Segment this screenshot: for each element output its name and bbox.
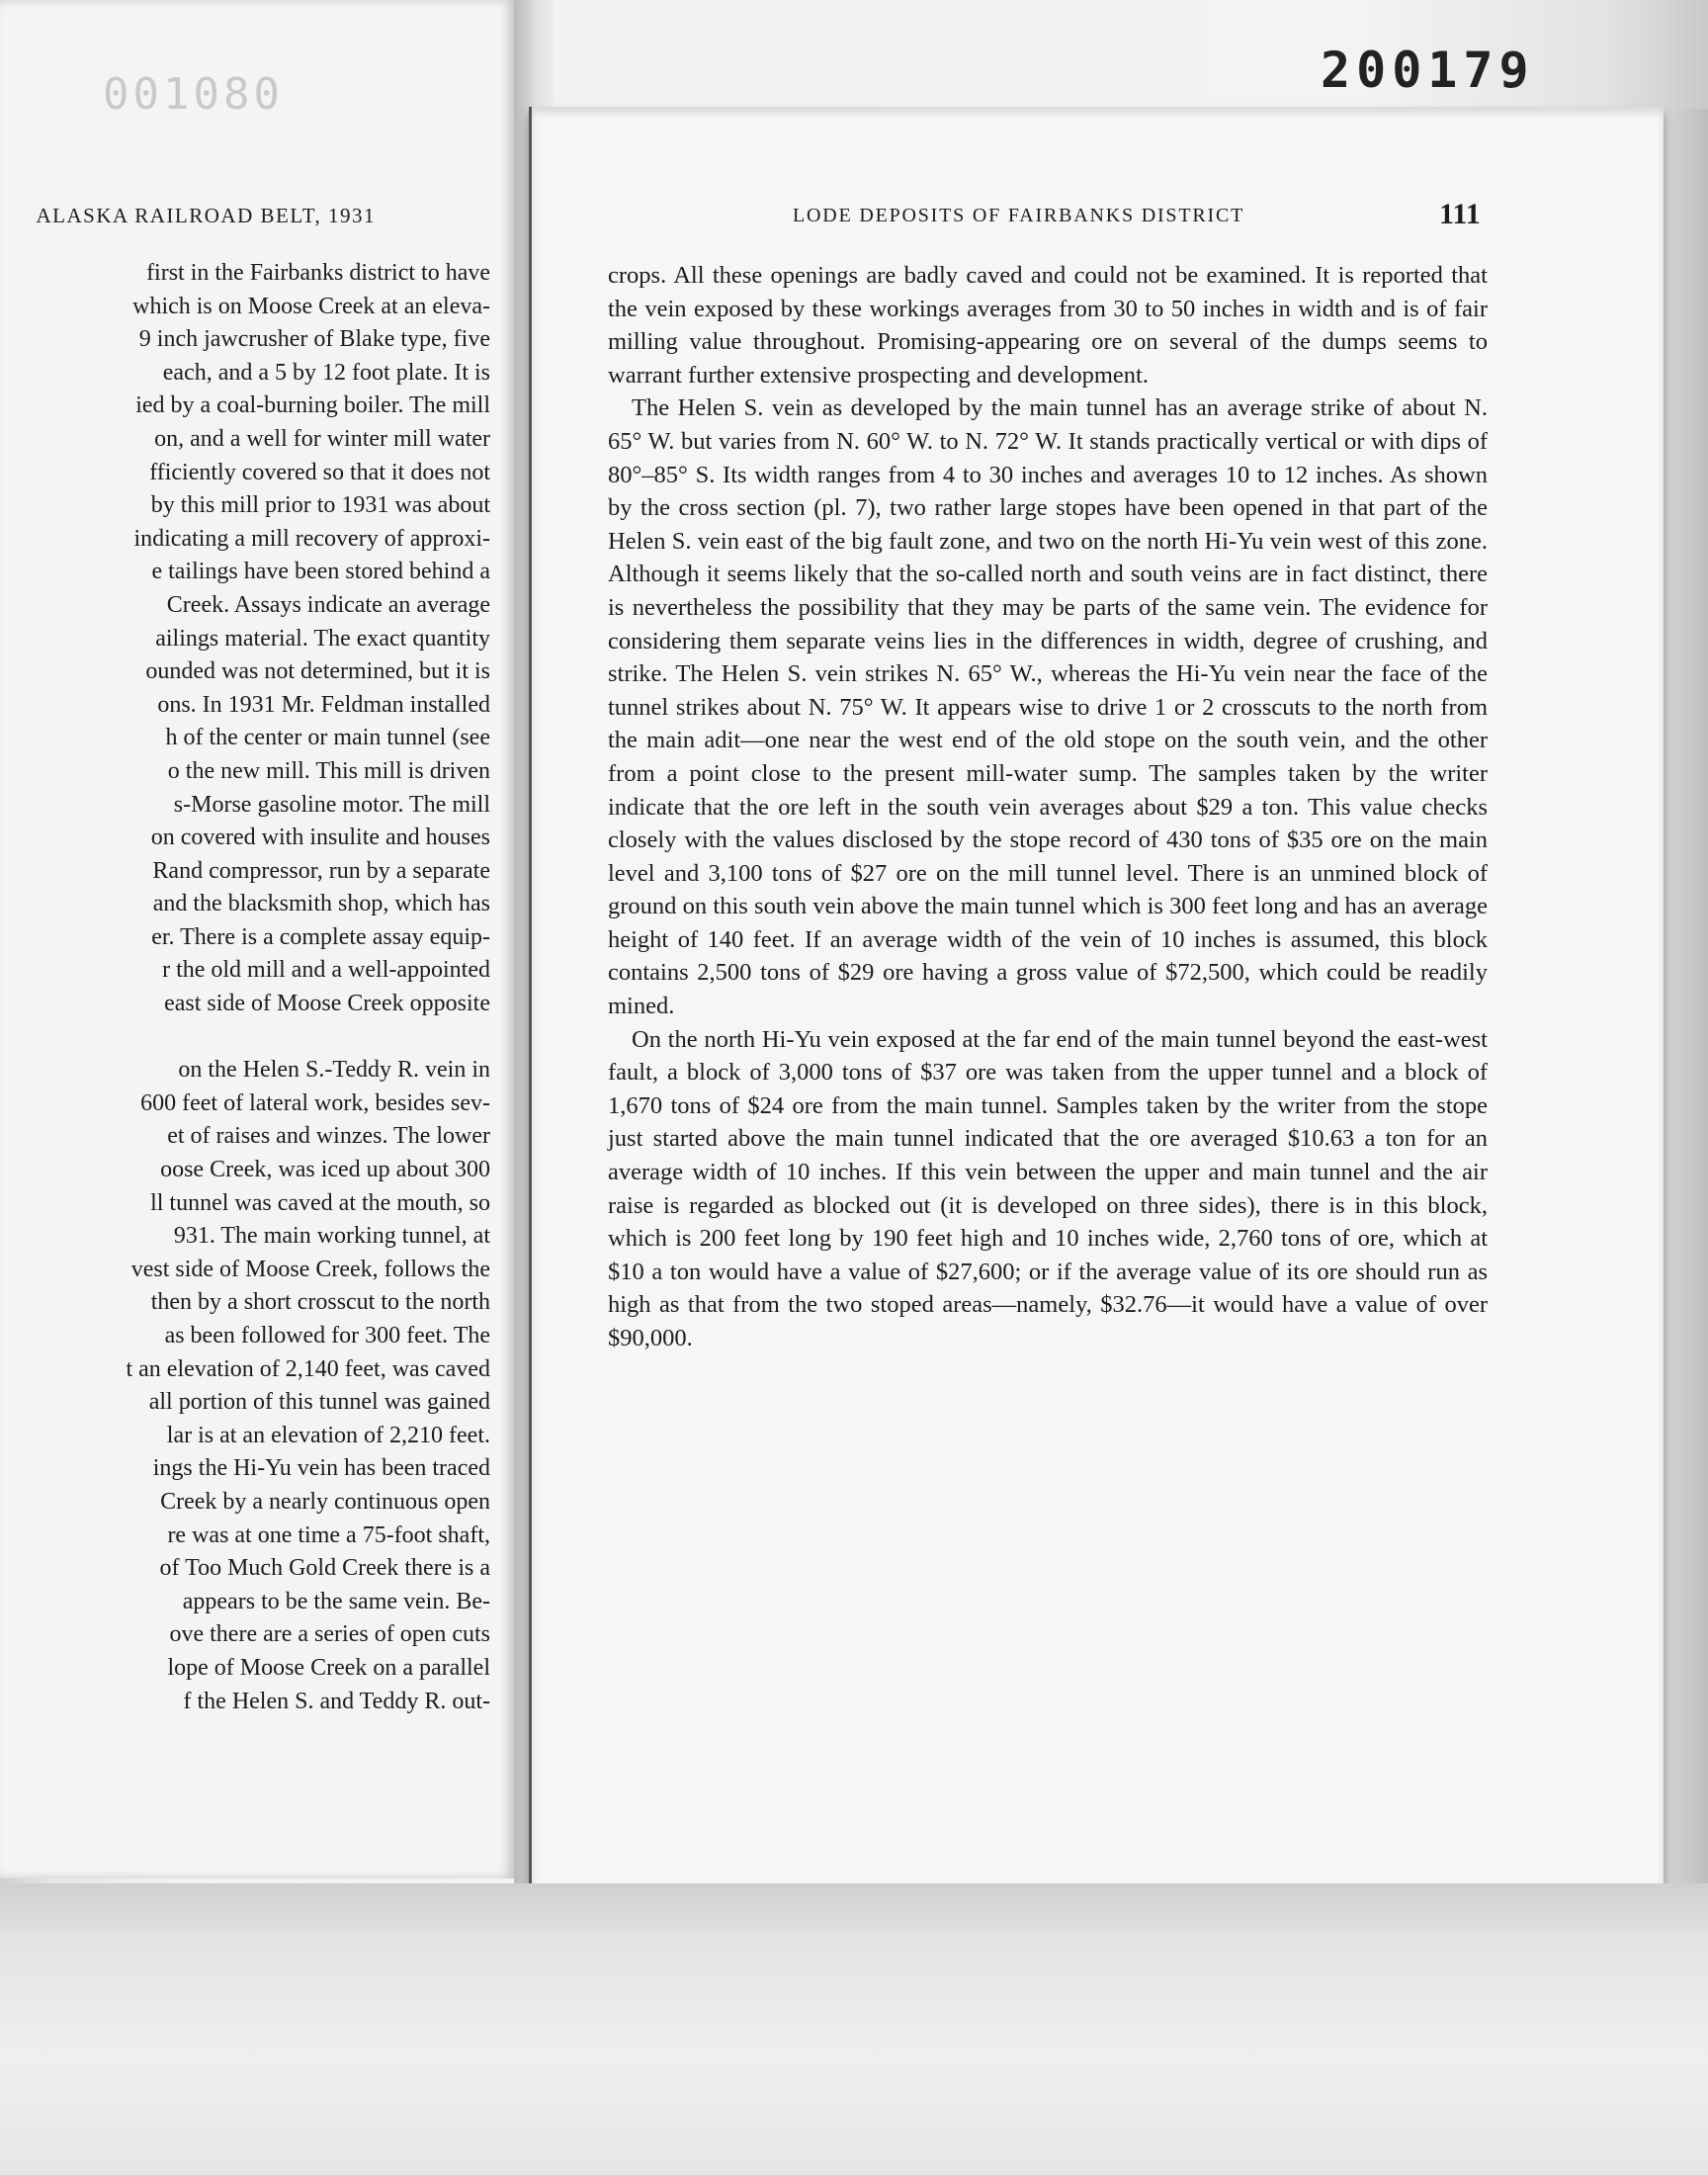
running-head: LODE DEPOSITS OF FAIRBANKS DISTRICT [793, 205, 1245, 226]
left-page-line: by this mill prior to 1931 was about [150, 492, 490, 519]
left-page-line: as been followed for 300 feet. The [164, 1323, 490, 1348]
left-page-line: lope of Moose Creek on a parallel [167, 1654, 490, 1681]
left-page-line: ings the Hi-Yu vein has been traced [152, 1455, 490, 1482]
left-page-line: then by a short crosscut to the north [150, 1289, 490, 1316]
left-page-line: ailings material. The exact quantity [155, 625, 490, 652]
paragraph-helen-s-vein: The Helen S. vein as developed by the main tunnel has an average strike of about N. 65° W. but varies from N. 60° W. to N. 72° W. It stands practically vertical or with dips of 80°–85° S. Its width ranges from 4 to 30 inches and averages 10 to 12 inches. As shown by the cross section (pl. 7), two rather large stopes have been opened in that part of the Helen S. vein east of the big fault zone, and two on the north Hi-Yu vein west of this zone. Although it seems likely that the so-called north and south veins are in fact distinct, there is nevertheless the possibility that they may be parts of the same vein. The evidence for considering them separate veins lies in the differences in width, degree of crushing, and strike. The Helen S. vein strikes N. 65° W., whereas the Hi-Yu vein near the face of the tunnel strikes about N. 75° W. It appears wise to drive 1 or 2 crosscuts to the north from the main adit—one near the west end of the old stope on the south vein, and the other from a point close to the present mill-water sump. The samples taken by the writer indicate that the ore left in the south vein averages about $29 a ton. This value checks closely with the values disclosed by the stope record of 430 tons of $35 ore on the main level and 3,100 tons of $27 ore on the mill tunnel level. There is an unmined block of ground on this south vein above the main tunnel which is 300 feet long and has an average height of 140 feet. If an average width of the vein of 10 inches is assumed, this block contains 2,500 tons of $29 ore having a gross value of $72,500, which could be readily mined. [608, 394, 1488, 1020]
left-page-line: on, and a well for winter mill water [154, 425, 490, 452]
left-page-stamp: 001080 [103, 69, 284, 120]
left-page-line: re was at one time a 75-foot shaft, [167, 1522, 490, 1548]
left-page-line: first in the Fairbanks district to have [146, 260, 490, 286]
page-stamp-number: 200179 [1321, 42, 1535, 99]
left-page-line: indicating a mill recovery of approxi- [133, 525, 490, 552]
left-page-line: ounded was not determined, but it is [145, 658, 490, 685]
left-page-line: oose Creek, was iced up about 300 [160, 1157, 490, 1183]
left-page-line: 931. The main working tunnel, at [173, 1223, 490, 1250]
left-page-line: t an elevation of 2,140 feet, was caved [126, 1355, 490, 1382]
left-page-line: vest side of Moose Creek, follows the [130, 1256, 490, 1282]
left-page-header: ALASKA RAILROAD BELT, 1931 [36, 204, 376, 227]
left-page-line: which is on Moose Creek at an eleva- [132, 293, 490, 319]
left-page-line: fficiently covered so that it does not [149, 459, 490, 485]
left-page-line: each, and a 5 by 12 foot plate. It is [162, 359, 490, 386]
paragraph-continued: crops. All these openings are badly caved and could not be examined. It is reported that the vein exposed by these workings averages from 30 to 50 inches in width and is of fair milling value throughout. Promising-appearing ore on several of the dumps seems to warrant further extensive prospecting and development. [608, 262, 1488, 389]
right-edge-strip [1661, 109, 1708, 2175]
left-page-line: lar is at an elevation of 2,210 feet. [166, 1422, 490, 1448]
left-page-line: er. There is a complete assay equip- [151, 923, 490, 950]
left-page-line: f the Helen S. and Teddy R. out- [183, 1688, 490, 1714]
left-page-line: Rand compressor, run by a separate [152, 857, 490, 884]
left-page-line: ied by a coal-burning boiler. The mill [135, 392, 490, 419]
left-page-line: appears to be the same vein. Be- [182, 1588, 490, 1614]
main-text-body [608, 259, 1488, 1355]
left-page-line: 9 inch jawcrusher of Blake type, five [138, 326, 490, 353]
left-facing-page [0, 0, 514, 1878]
left-page-line: east side of Moose Creek opposite [164, 991, 490, 1017]
left-page-line: ll tunnel was caved at the mouth, so [150, 1189, 490, 1216]
page-folio: 111 [1439, 198, 1481, 230]
left-page-line: et of raises and winzes. The lower [167, 1123, 490, 1150]
left-page-line: on covered with insulite and houses [150, 825, 490, 851]
scan-bottom-margin [0, 1883, 1708, 2175]
left-page-line: o the new mill. This mill is driven [167, 757, 490, 784]
left-page-line: r the old mill and a well-appointed [162, 957, 490, 984]
left-page-line: and the blacksmith shop, which has [152, 891, 490, 917]
left-page-line: s-Morse gasoline motor. The mill [173, 791, 490, 818]
left-page-line: ove there are a series of open cuts [169, 1621, 490, 1648]
left-page-line: all portion of this tunnel was gained [148, 1389, 490, 1416]
paragraph-hi-yu-vein: On the north Hi-Yu vein exposed at the far end of the main tunnel beyond the east-west fault, a block of 3,000 tons of $37 ore was taken from the upper tunnel and a block of 1,670 tons of $24 ore from the main tunnel. Samples taken by the writer from the stope just started above the main tunnel indicated that the ore averaged $10.63 a ton for an average width of 10 inches. If this vein between the upper and main tunnel and the air raise is regarded as blocked out (it is developed on three sides), there is in this block, which is 200 feet long by 190 feet high and 10 inches wide, 2,760 tons of ore, which at $10 a ton would have a value of $27,600; or if the average value of its ore should run as high as that from the two stoped areas—namely, $32.76—it would have a value of over $90,000. [608, 1025, 1488, 1351]
left-page-line: h of the center or main tunnel (see [165, 725, 490, 751]
left-page-line: e tailings have been stored behind a [151, 559, 490, 585]
left-page-line: of Too Much Gold Creek there is a [159, 1555, 490, 1582]
left-page-line: Creek by a nearly continuous open [160, 1488, 490, 1515]
left-page-line: ons. In 1931 Mr. Feldman installed [157, 691, 490, 718]
left-page-line: 600 feet of lateral work, besides sev- [140, 1089, 490, 1116]
left-page-line: Creek. Assays indicate an average [166, 591, 490, 618]
left-page-text [0, 257, 490, 1718]
left-page-line [0, 1021, 490, 1055]
left-page-line: on the Helen S.-Teddy R. vein in [178, 1057, 490, 1084]
